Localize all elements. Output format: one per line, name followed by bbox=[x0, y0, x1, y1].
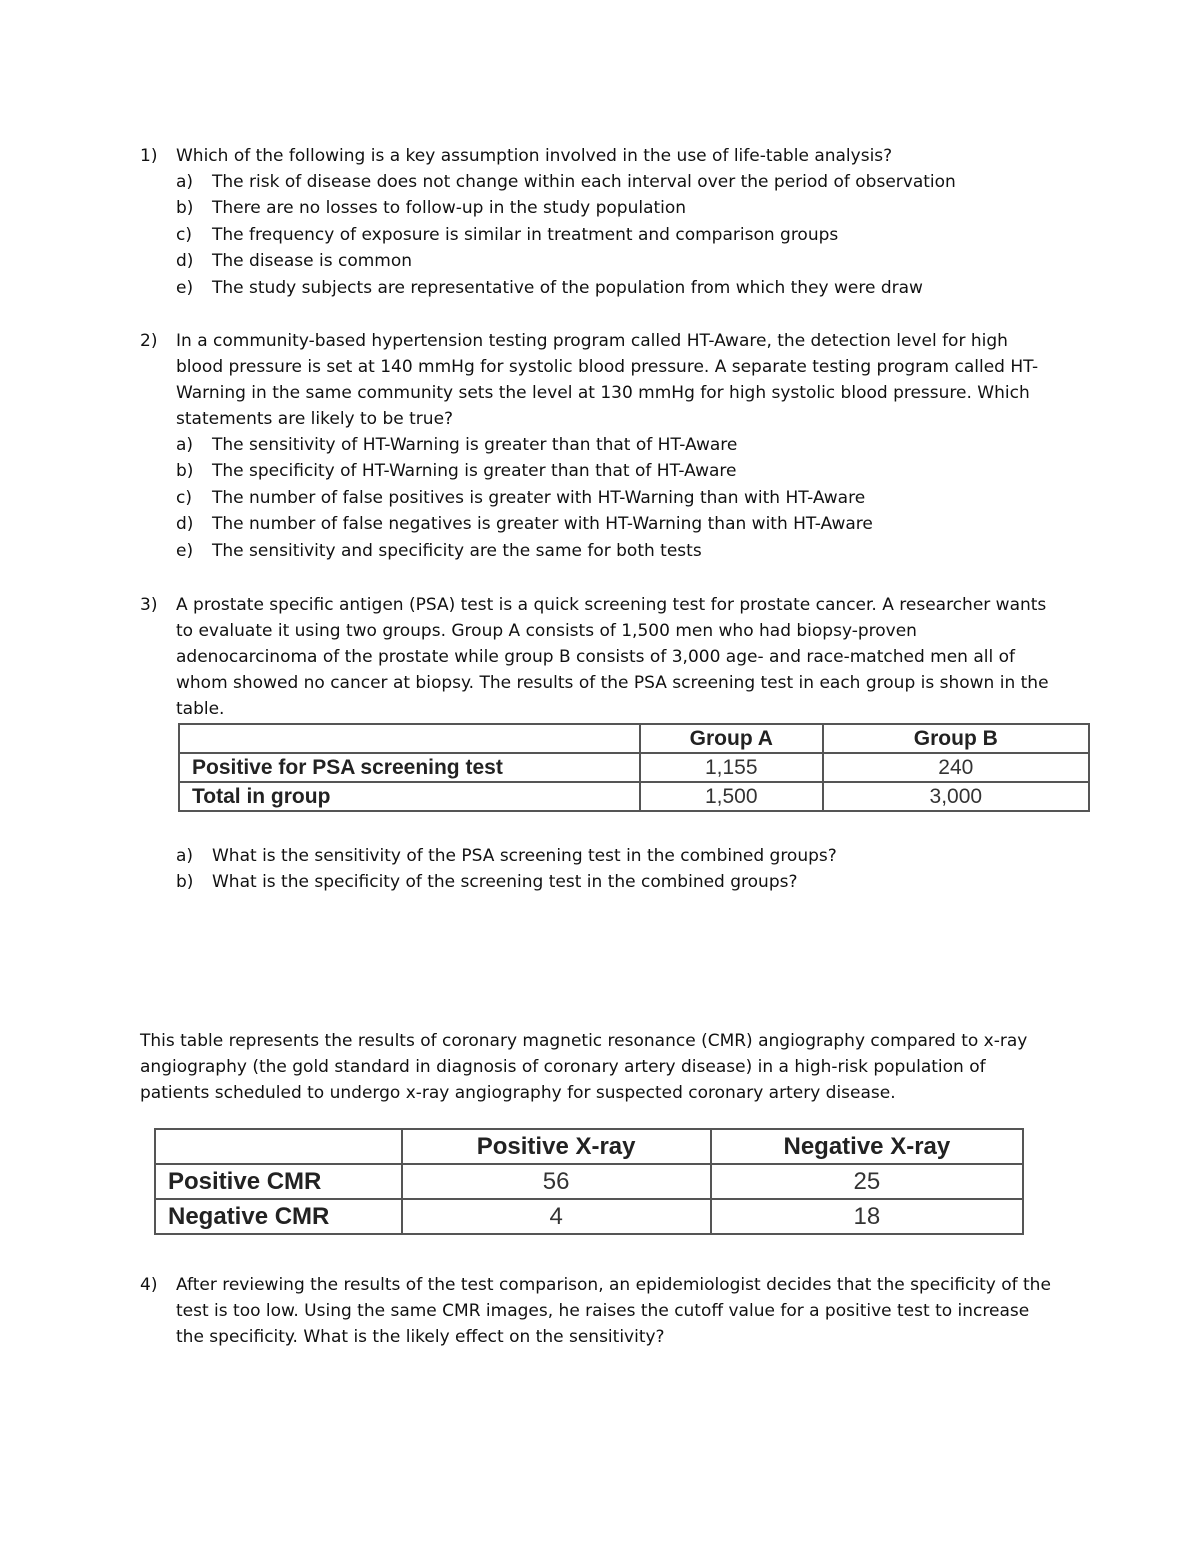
table-header-cell: Group A bbox=[640, 724, 823, 753]
row-label: Positive CMR bbox=[155, 1164, 402, 1199]
table-cell: 18 bbox=[711, 1199, 1023, 1234]
list-item bbox=[176, 511, 1060, 537]
option-letter: e) bbox=[176, 277, 194, 298]
question-number: 4) bbox=[140, 1275, 158, 1295]
table-row bbox=[155, 1199, 1023, 1234]
table-cell: 56 bbox=[402, 1164, 711, 1199]
question-2 bbox=[140, 328, 1060, 564]
option-text: The disease is common bbox=[212, 251, 413, 272]
option-text: The sensitivity of HT-Warning is greater than that of HT-Aware bbox=[212, 435, 738, 455]
option-list bbox=[140, 432, 1060, 564]
option-text: There are no losses to follow-up in the study population bbox=[212, 198, 687, 219]
table-cell: 25 bbox=[711, 1164, 1023, 1199]
row-label: Positive for PSA screening test bbox=[179, 753, 640, 782]
option-text: The risk of disease does not change within each interval over the period of observation bbox=[212, 172, 956, 192]
question-number: 1) bbox=[140, 146, 158, 166]
psa-results-table bbox=[178, 723, 1090, 812]
list-item bbox=[176, 538, 1060, 564]
table-row bbox=[179, 753, 1089, 782]
option-text: The number of false negatives is greater with HT-Warning than with HT-Aware bbox=[212, 514, 873, 535]
option-letter: d) bbox=[176, 251, 194, 272]
option-letter: b) bbox=[176, 198, 194, 219]
list-item bbox=[176, 195, 1060, 221]
question-number: 2) bbox=[140, 331, 158, 351]
question-text: A prostate specific antigen (PSA) test is a quick screening test for prostate cancer. A researcher wants to evaluate it using two groups. Group A consists of 1,500 men who had biopsy-proven adenocarcinoma of the prostate while group B consists of 3,000 age- and race-matched men all of whom showed no cancer at biopsy. The results of the PSA screening test in each group is shown in the table. bbox=[176, 595, 1049, 719]
option-text: The number of false positives is greater with HT-Warning than with HT-Aware bbox=[212, 487, 866, 508]
option-letter: a) bbox=[176, 846, 194, 866]
option-letter: d) bbox=[176, 514, 194, 535]
list-item bbox=[176, 458, 1060, 484]
question-number: 3) bbox=[140, 595, 158, 615]
option-list bbox=[140, 169, 1060, 301]
table-cell: 1,500 bbox=[640, 782, 823, 811]
table-cell: 1,155 bbox=[640, 753, 823, 782]
option-letter: a) bbox=[176, 172, 194, 192]
question-text: In a community-based hypertension testing program called HT-Aware, the detection level for high blood pressure is set at 140 mmHg for systolic blood pressure. A separate testing program called HT-Warning in the same community sets the level at 130 mmHg for high systolic blood pressure. Which statements are likely to be true? bbox=[176, 331, 1039, 429]
table-row bbox=[155, 1164, 1023, 1199]
list-item bbox=[176, 248, 1060, 274]
option-text: The study subjects are representative of the population from which they were draw bbox=[212, 277, 923, 298]
question-text: After reviewing the results of the test comparison, an epidemiologist decides that the specificity of the test is too low. Using the same CMR images, he raises the cutoff value for a positive test to increase the specificity. What is the likely effect on the sensitivity? bbox=[176, 1275, 1051, 1347]
row-label: Total in group bbox=[179, 782, 640, 811]
table-header-cell: Positive X-ray bbox=[402, 1129, 711, 1164]
table-header-cell: Negative X-ray bbox=[711, 1129, 1023, 1164]
table-header-cell bbox=[179, 724, 640, 753]
option-letter: e) bbox=[176, 540, 194, 561]
question-3 bbox=[140, 592, 1060, 722]
list-item bbox=[176, 169, 1060, 195]
option-letter: c) bbox=[176, 487, 192, 508]
question-text: Which of the following is a key assumption involved in the use of life-table analysis? bbox=[176, 146, 893, 166]
table-header-row bbox=[155, 1129, 1023, 1164]
option-letter: b) bbox=[176, 461, 194, 482]
table-header-cell bbox=[155, 1129, 402, 1164]
option-letter: c) bbox=[176, 224, 192, 245]
list-item bbox=[176, 869, 1060, 895]
table-cell: 3,000 bbox=[823, 782, 1089, 811]
option-letter: b) bbox=[176, 872, 194, 893]
table-header-cell: Group B bbox=[823, 724, 1089, 753]
table-cell: 240 bbox=[823, 753, 1089, 782]
option-text: The frequency of exposure is similar in treatment and comparison groups bbox=[212, 224, 839, 245]
option-letter: a) bbox=[176, 435, 194, 455]
option-text: The sensitivity and specificity are the same for both tests bbox=[212, 540, 702, 561]
option-text: What is the sensitivity of the PSA screening test in the combined groups? bbox=[212, 846, 837, 866]
list-item bbox=[176, 432, 1060, 458]
list-item bbox=[176, 222, 1060, 248]
option-text: The specificity of HT-Warning is greater than that of HT-Aware bbox=[212, 461, 737, 482]
question-4 bbox=[140, 1272, 1060, 1350]
question-1 bbox=[140, 143, 1060, 301]
option-text: What is the specificity of the screening test in the combined groups? bbox=[212, 872, 798, 893]
list-item bbox=[176, 843, 1060, 869]
table-header-row bbox=[179, 724, 1089, 753]
cmr-intro-paragraph: This table represents the results of coronary magnetic resonance (CMR) angiography compared to x-ray angiography (the gold standard in diagnosis of coronary artery disease) in a high-risk population of patients scheduled to undergo x-ray angiography for suspected coronary artery disease. bbox=[140, 1031, 1028, 1103]
question-3-subparts bbox=[140, 843, 1060, 896]
option-list bbox=[140, 843, 1060, 896]
row-label: Negative CMR bbox=[155, 1199, 402, 1234]
table-row bbox=[179, 782, 1089, 811]
cmr-results-table bbox=[154, 1128, 1024, 1235]
list-item bbox=[176, 485, 1060, 511]
table-cell: 4 bbox=[402, 1199, 711, 1234]
list-item bbox=[176, 275, 1060, 301]
